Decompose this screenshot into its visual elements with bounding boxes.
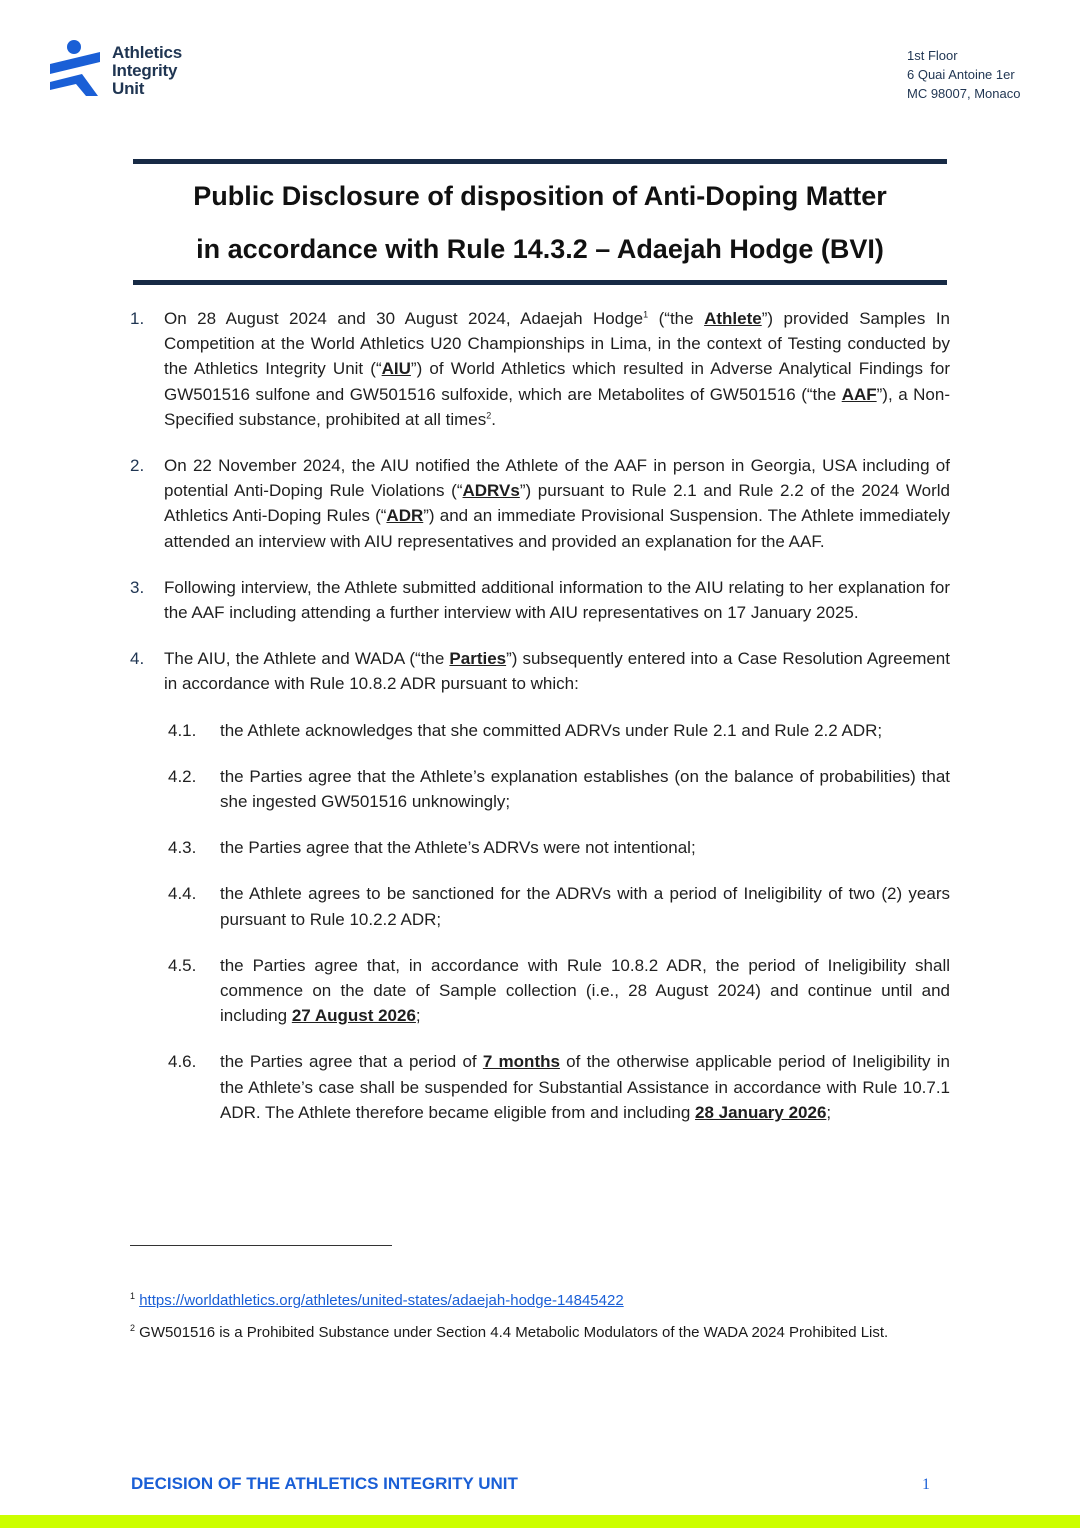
subitem-text [220, 1049, 950, 1125]
text-run: of the otherwise applicable period of Ineligibility in the Athlete’s case shall be suspended for Substantial Assistance in accordance with Rule 10.7.1 ADR. The Athlete therefore became eligible from and including [220, 1052, 951, 1122]
text-run: . [491, 409, 496, 429]
page-number: 1 [922, 1476, 930, 1493]
text-run: ”) subsequently entered into a Case Resolution Agreement in accordance with Rule 10.8.2 ADR pursuant to which: [164, 649, 950, 694]
subitem-text: the Athlete acknowledges that she committed ADRVs under Rule 2.1 and Rule 2.2 ADR; [220, 720, 883, 740]
logo-line: Athletics [112, 43, 182, 62]
text-run: the Parties agree that, in accordance with Rule 10.8.2 ADR, the period of Ineligibility shall commence on the date of Sample collection (i.e., 28 August 2024) and continue until and including [220, 955, 950, 1026]
footer-label: DECISION OF THE ATHLETICS INTEGRITY UNIT [131, 1474, 518, 1493]
subitem-number: 4.1. [168, 720, 197, 740]
paragraph-number: 3. [130, 577, 145, 597]
subitem-4-4 [168, 881, 950, 931]
defined-term: Athlete [704, 309, 762, 328]
defined-term: Parties [449, 649, 507, 669]
defined-term: ADR [386, 506, 424, 526]
title-line: in accordance with Rule 14.3.2 – Adaejah Hodge (BVI) [196, 234, 884, 264]
office-address [907, 46, 1020, 103]
paragraph-number: 2. [130, 456, 145, 476]
subitem-text: the Parties agree that the Athlete’s ADRVs were not intentional; [220, 838, 696, 858]
text-run: ”) provided Samples In Competition at the World Athletics U20 Championships in Lima, in the context of Testing conducted by the Athletics Integrity Unit (“ [164, 309, 951, 379]
subitem-4-5 [168, 953, 950, 1029]
defined-term: AAF [841, 384, 877, 404]
paragraph-text [164, 453, 950, 554]
text-run: ; [415, 1006, 421, 1026]
subitem-4-6 [168, 1049, 950, 1125]
text-run: ”) and an immediate Provisional Suspension. The Athlete immediately attended an interview with AIU representatives and provided an explanation for the AAF. [164, 506, 950, 551]
subitem-4-1 [168, 718, 950, 743]
paragraph-text [164, 306, 950, 432]
title-top-rule [133, 159, 947, 164]
paragraph-text [164, 646, 950, 696]
text-run: ”), a Non-Specified substance, prohibited at all times [164, 384, 951, 429]
subitem-number: 4.5. [168, 955, 197, 975]
text-run: (“the [648, 309, 705, 328]
footnote-separator [130, 1245, 392, 1246]
document-body [130, 306, 950, 1146]
paragraph-1 [130, 306, 950, 432]
footnote-2 [130, 1322, 950, 1344]
defined-term: AIU [381, 359, 411, 379]
defined-term: ADRVs [462, 481, 520, 501]
text-run: ”) pursuant to Rule 2.1 and Rule 2.2 of the 2024 World Athletics Anti-Doping Rules (“ [164, 481, 950, 526]
paragraph-2 [130, 453, 950, 554]
athlete-runner-icon [48, 38, 104, 98]
footnote-1 [130, 1290, 950, 1312]
footnote-ref-1[interactable]: 1 [643, 309, 649, 320]
footnote-mark: 1 [130, 1291, 136, 1301]
footnote-text: GW501516 is a Prohibited Substance under Section 4.4 Metabolic Modulators of the WADA 2024 Prohibited List. [135, 1324, 889, 1341]
defined-term: 7 months [482, 1052, 560, 1072]
title-bottom-rule [133, 280, 947, 285]
text-run: ; [826, 1102, 832, 1122]
page-title [133, 170, 947, 276]
text-run: the Parties agree that a period of [220, 1052, 483, 1072]
subitem-number: 4.6. [168, 1052, 197, 1072]
footnote-mark: 2 [130, 1323, 136, 1333]
logo-line: Integrity [112, 61, 178, 80]
logo-wordmark [112, 44, 182, 98]
subitem-text [220, 953, 950, 1029]
paragraph-text: Following interview, the Athlete submitted additional information to the AIU relating to her explanation for the AAF including attending a further interview with AIU representatives on 17 January 2025. [164, 577, 950, 623]
text-run: On 22 November 2024, the AIU notified the Athlete of the AAF in person in Georgia, USA including of potential Anti-Doping Rule Violations (“ [164, 456, 950, 501]
aiu-logo [48, 38, 182, 98]
paragraph-number: 4. [130, 649, 145, 669]
text-run: On 28 August 2024 and 30 August 2024, Adaejah Hodge [164, 309, 644, 328]
text-run: The AIU, the Athlete and WADA (“the [164, 649, 450, 669]
subitem-number: 4.2. [168, 766, 197, 786]
defined-date: 28 January 2026 [695, 1102, 827, 1122]
title-line: Public Disclosure of disposition of Anti-Doping Matter [193, 181, 887, 211]
subitem-4-3 [168, 835, 950, 860]
address-line: 1st Floor [907, 48, 958, 63]
paragraph-4 [130, 646, 950, 696]
subitem-4-2 [168, 764, 950, 814]
athlete-profile-link[interactable]: https://worldathletics.org/athletes/united-states/adaejah-hodge-14845422 [139, 1292, 624, 1309]
logo-line: Unit [112, 79, 145, 98]
paragraph-number: 1. [130, 309, 145, 328]
subitem-text: the Athlete agrees to be sanctioned for the ADRVs with a period of Ineligibility of two (2) years pursuant to Rule 10.2.2 ADR; [220, 884, 950, 929]
defined-date: 27 August 2026 [291, 1006, 416, 1026]
address-line: MC 98007, Monaco [907, 86, 1021, 101]
subitem-number: 4.3. [168, 838, 197, 858]
footnotes [130, 1290, 950, 1354]
subitem-number: 4.4. [168, 884, 197, 904]
subitem-text: the Parties agree that the Athlete’s explanation establishes (on the balance of probabilities) that she ingested GW501516 unknowingly; [220, 766, 950, 812]
footnote-ref-2[interactable]: 2 [486, 410, 492, 421]
footer-accent-band [0, 1515, 1080, 1528]
text-run: ”) of World Athletics which resulted in Adverse Analytical Findings for GW501516 sulfone and GW501516 sulfoxide, which are Metabolites of GW501516 (“the [164, 359, 950, 404]
paragraph-3 [130, 575, 950, 625]
address-line: 6 Quai Antoine 1er [907, 67, 1015, 82]
